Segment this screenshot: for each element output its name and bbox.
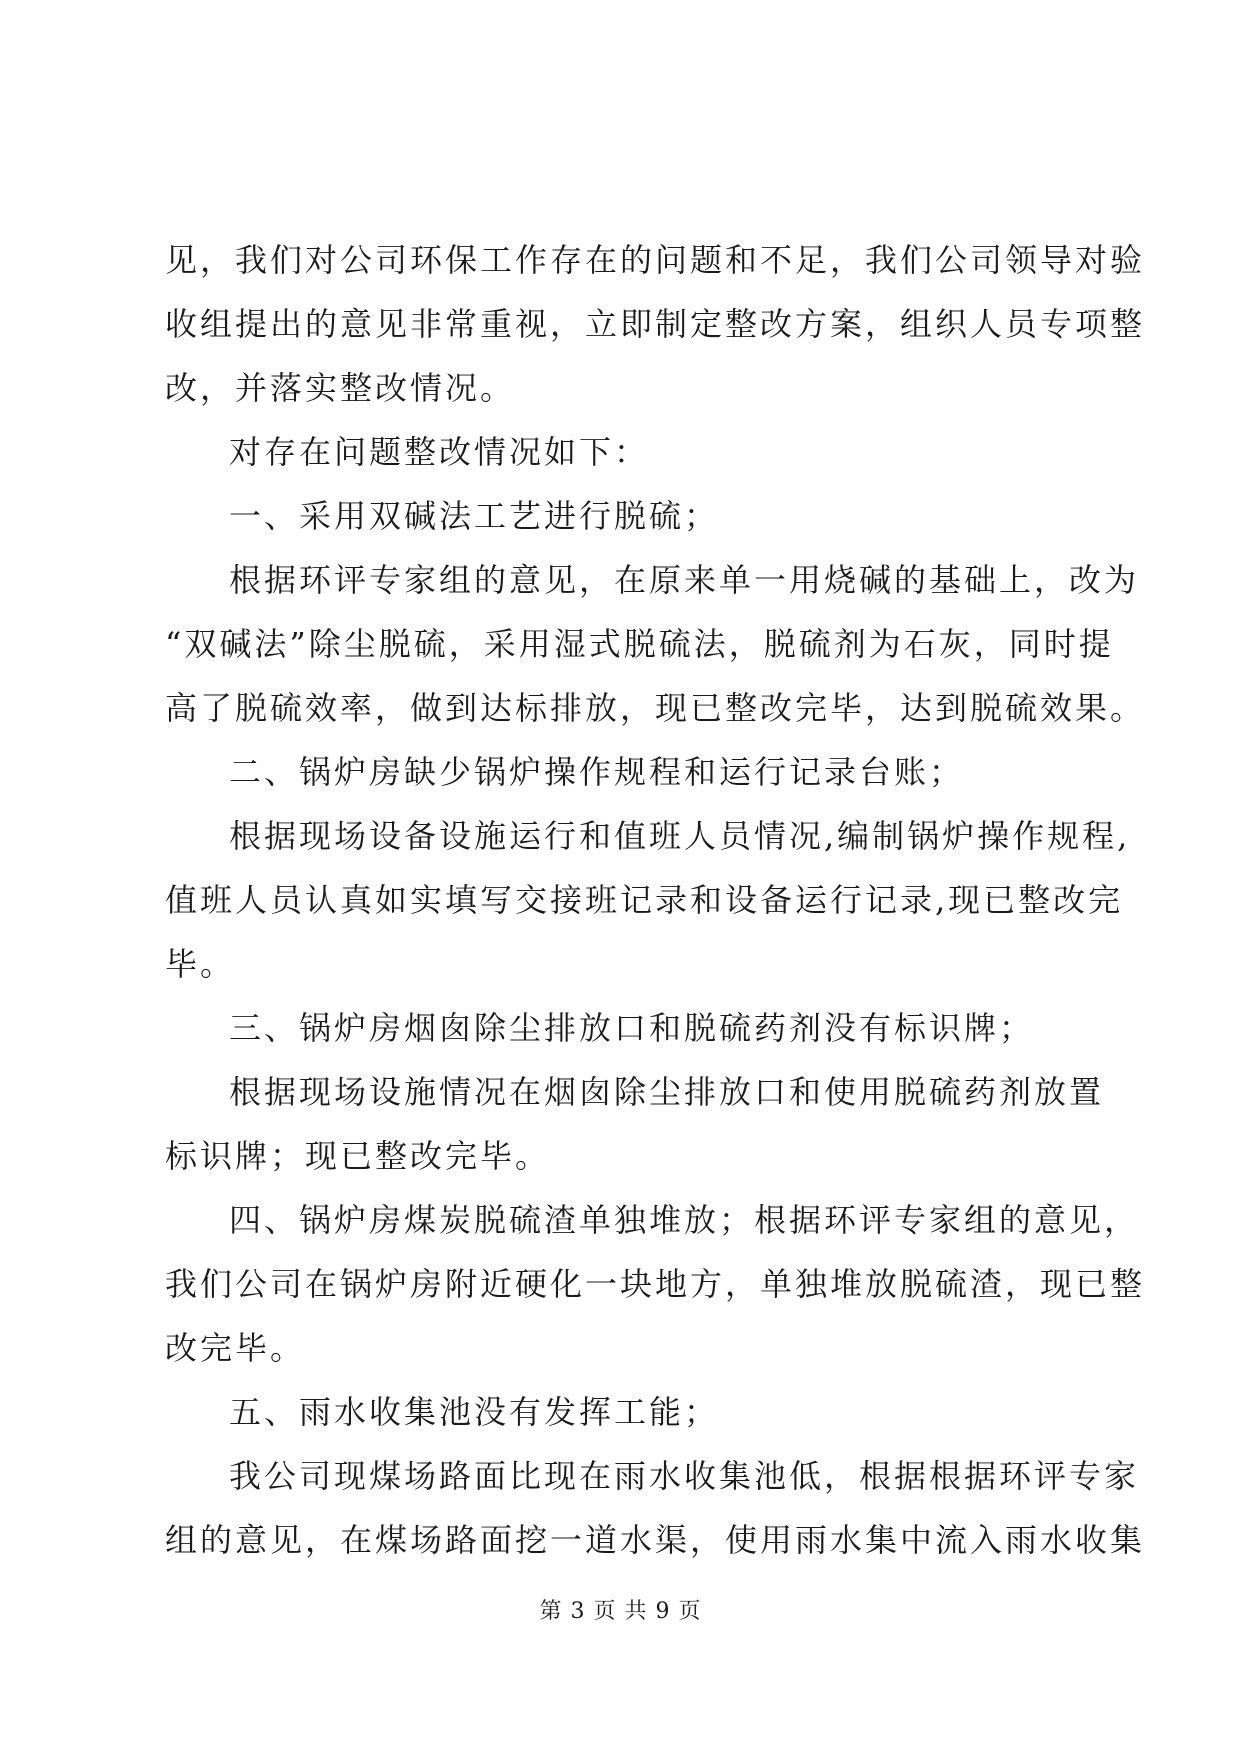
text-line: “双碱法”除尘脱硫，采用湿式脱硫法，脱硫剂为石灰，同时提 [165,625,1114,663]
text-line: 对存在问题整改情况如下： [229,433,650,471]
section-heading: 四、锅炉房煤炭脱硫渣单独堆放；根据环评专家组的意见， [229,1201,1140,1239]
text-line: 收组提出的意见非常重视，立即制定整改方案，组织人员专项整 [165,305,1146,343]
section-heading: 五、雨水收集池没有发挥工能； [229,1393,720,1431]
page-number-footer: 第 3 页 共 9 页 [539,1599,702,1624]
section-heading: 三、锅炉房烟囱除尘排放口和脱硫药剂没有标识牌； [229,1009,1035,1047]
text-line: 见，我们对公司环保工作存在的问题和不足，我们公司领导对验 [165,241,1146,279]
text-line: 值班人员认真如实填写交接班记录和设备运行记录,现已整改完 [165,881,1124,919]
text-line: 组的意见，在煤场路面挖一道水渠，使用雨水集中流入雨水收集 [165,1521,1146,1559]
text-line: 根据现场设施情况在烟囱除尘排放口和使用脱硫药剂放置 [229,1073,1105,1111]
text-line: 我们公司在锅炉房附近硬化一块地方，单独堆放脱硫渣，现已整 [165,1265,1146,1303]
text-line: 改完毕。 [165,1329,306,1367]
text-line: 改，并落实整改情况。 [165,369,516,407]
section-heading: 一、采用双碱法工艺进行脱硫； [229,497,720,535]
text-line: 根据环评专家组的意见，在原来单一用烧碱的基础上，改为 [229,561,1140,599]
text-line: 高了脱硫效率，做到达标排放，现已整改完毕，达到脱硫效果。 [165,689,1146,727]
document-body [165,228,1146,1572]
section-heading: 二、锅炉房缺少锅炉操作规程和运行记录台账； [229,753,965,791]
text-line: 标识牌；现已整改完毕。 [165,1137,551,1175]
text-line: 我公司现煤场路面比现在雨水收集池低，根据根据环评专家 [229,1457,1140,1495]
text-line: 根据现场设备设施运行和值班人员情况,编制锅炉操作规程, [229,817,1131,855]
text-line: 毕。 [165,945,236,983]
